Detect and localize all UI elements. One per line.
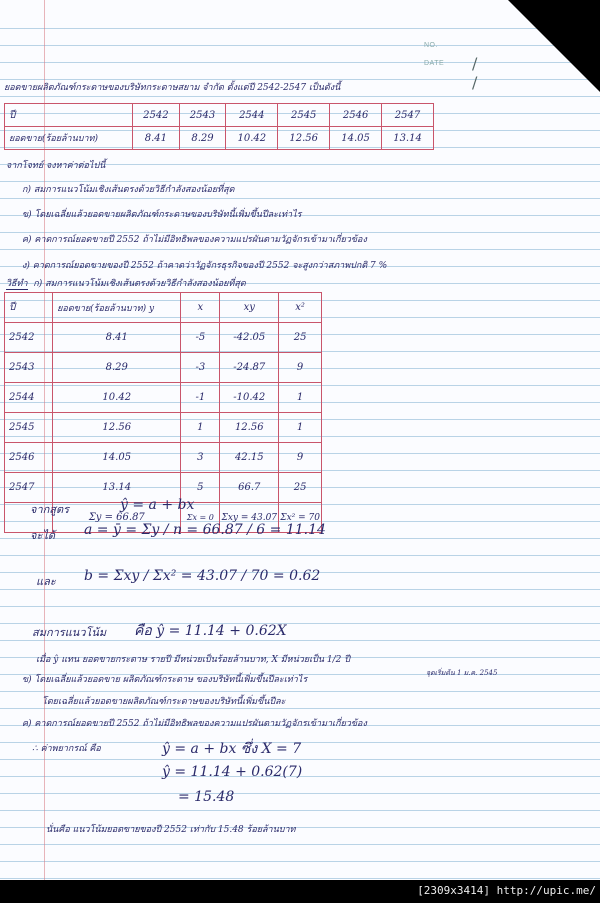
table-row — [5, 104, 434, 127]
table-header: ยอดขาย(ร้อยล้านบาท) y — [53, 293, 181, 323]
table-cell: 8.29 — [53, 353, 181, 383]
table-cell: 2545 — [278, 104, 330, 127]
question-c-repeat: ค) คาดการณ์ยอดขายปี 2552 ถ้าไม่มีอิทธิพลของความแปรผันตามวัฏจักรเข้ามาเกี่ยวข้อง — [22, 719, 367, 729]
no-field — [424, 42, 438, 49]
sum-x2: Σx² = 70 — [279, 503, 322, 533]
question-b: ข) โดยเฉลี่ยแล้วยอดขายผลิตภัณฑ์กระดาษของบริษัทนี้เพิ่มขึ้นปีละเท่าไร — [22, 210, 302, 220]
table-cell: 2547 — [382, 104, 434, 127]
table-cell: ยอดขาย(ร้อยล้านบาท) — [5, 127, 133, 150]
question-a: ก) สมการแนวโน้มเชิงเส้นตรงด้วยวิธีกำลังสองน้อยที่สุด — [22, 185, 235, 195]
table-cell: 2543 — [5, 353, 53, 383]
date-field — [424, 54, 490, 92]
table-cell: 13.14 — [382, 127, 434, 150]
problem-title: ยอดขายผลิตภัณฑ์กระดาษของบริษัทกระดาษสยาม จำกัด ตั้งแต่ปี 2542-2547 เป็นดังนี้ — [4, 83, 341, 93]
table-row — [5, 443, 322, 473]
regression-equation: ŷ = a + bx — [120, 497, 195, 513]
table-header: xy — [220, 293, 279, 323]
table-row — [5, 127, 434, 150]
table-row — [5, 323, 322, 353]
question-b-repeat: ข) โดยเฉลี่ยแล้วยอดขาย ผลิตภัณฑ์กระดาษ ของบริษัทนี้เพิ่มขึ้นปีละเท่าไร — [22, 675, 308, 685]
table-cell: 2545 — [5, 413, 53, 443]
origin-note: จุดเริ่มต้น 1 ม.ค. 2545 — [426, 669, 498, 677]
table-cell: 1 — [181, 413, 220, 443]
table-cell: 8.41 — [53, 323, 181, 353]
table-cell: -24.87 — [220, 353, 279, 383]
table-cell: -10.42 — [220, 383, 279, 413]
table-row — [5, 353, 322, 383]
table-cell: 12.56 — [220, 413, 279, 443]
table-cell: -5 — [181, 323, 220, 353]
trend-label: สมการแนวโน้ม — [32, 626, 107, 639]
date-value: / / — [472, 54, 490, 92]
table-cell: ปี — [5, 104, 133, 127]
table-cell: -42.05 — [220, 323, 279, 353]
trend-equation: คือ ŷ = 11.14 + 0.62X — [134, 623, 287, 639]
table-cell: 2544 — [5, 383, 53, 413]
date-label: DATE — [424, 60, 445, 67]
solution-heading — [6, 276, 246, 290]
table-header: ปี — [5, 293, 53, 323]
conclusion: นั่นคือ แนวโน้มยอดขายของปี 2552 เท่ากับ 15.48 ร้อยล้านบาท — [46, 825, 296, 835]
table-row — [5, 383, 322, 413]
table-cell: 2544 — [226, 104, 278, 127]
no-label: NO. — [424, 42, 438, 49]
table-header: x² — [279, 293, 322, 323]
forecast-step-3: = 15.48 — [178, 789, 235, 805]
forecast-label: ∴ ค่าพยากรณ์ คือ — [32, 744, 101, 754]
table-cell: 42.15 — [220, 443, 279, 473]
forecast-step-2: ŷ = 11.14 + 0.62(7) — [162, 764, 303, 780]
table-cell: 25 — [279, 473, 322, 503]
table-cell: 13.14 — [53, 473, 181, 503]
table-cell: 8.41 — [133, 127, 180, 150]
sum-x: Σx = 0 — [181, 503, 220, 533]
table-header: x — [181, 293, 220, 323]
table-cell: 2543 — [179, 104, 226, 127]
table-cell: 2546 — [5, 443, 53, 473]
question-intro: จากโจทย์ จงหาค่าต่อไปนี้ — [6, 161, 106, 171]
table-cell: 2542 — [133, 104, 180, 127]
table-cell: 66.7 — [220, 473, 279, 503]
table-cell: 10.42 — [53, 383, 181, 413]
get-label: จะได้ — [30, 529, 56, 542]
sum-y: Σy = 66.87 — [53, 503, 181, 533]
table-cell: 14.05 — [330, 127, 382, 150]
sales-table — [4, 103, 434, 150]
table-cell: 5 — [181, 473, 220, 503]
b-calculation: b = Σxy / Σx² = 43.07 / 70 = 0.62 — [84, 568, 321, 584]
solution-label: วิธีทำ — [6, 279, 28, 289]
footer-bar — [0, 880, 600, 903]
table-cell: -1 — [181, 383, 220, 413]
table-cell: 2542 — [5, 323, 53, 353]
table-row — [5, 413, 322, 443]
table-cell: 12.56 — [53, 413, 181, 443]
table-cell: 3 — [181, 443, 220, 473]
table-cell: 12.56 — [278, 127, 330, 150]
table-cell: 25 — [279, 323, 322, 353]
question-c: ค) คาดการณ์ยอดขายปี 2552 ถ้าไม่มีอิทธิพลของความแปรผันตามวัฏจักรเข้ามาเกี่ยวข้อง — [22, 235, 367, 245]
table-cell: 2546 — [330, 104, 382, 127]
table-cell: 10.42 — [226, 127, 278, 150]
solution-part-a: ก) สมการแนวโน้มเชิงเส้นตรงด้วยวิธีกำลังสองน้อยที่สุด — [33, 279, 246, 289]
a-calculation: a = ȳ = Σy / n = 66.87 / 6 = 11.14 — [84, 522, 326, 538]
answer-b: โดยเฉลี่ยแล้วยอดขายผลิตภัณฑ์กระดาษของบริษัทนี้เพิ่มขึ้นปีละ — [42, 697, 286, 707]
sum-xy: Σxy = 43.07 — [220, 503, 279, 533]
forecast-step-1: ŷ = a + bx ซึ่ง X = 7 — [162, 741, 302, 757]
table-cell: 1 — [279, 383, 322, 413]
and-label: และ — [36, 575, 56, 588]
footer-text: [2309x3414] http://upic.me/ — [417, 884, 596, 897]
table-cell: 8.29 — [179, 127, 226, 150]
table-cell: 9 — [279, 353, 322, 383]
table-cell: 2547 — [5, 473, 53, 503]
table-cell: 1 — [279, 413, 322, 443]
table-cell: 14.05 — [53, 443, 181, 473]
question-d: ง) คาดการณ์ยอดขายของปี 2552 ถ้าคาดว่าวัฏจักรธุรกิจของปี 2552 จะสูงกว่าสภาพปกติ 7 % — [22, 261, 388, 271]
table-row — [5, 293, 322, 323]
from-formula-label: จากสูตร — [30, 503, 70, 516]
table-cell: 9 — [279, 443, 322, 473]
variable-note: เมื่อ ŷ แทน ยอดขายกระดาษ รายปี มีหน่วยเป็นร้อยล้านบาท, X มีหน่วยเป็น 1/2 ปี — [36, 655, 350, 665]
table-cell: -3 — [181, 353, 220, 383]
